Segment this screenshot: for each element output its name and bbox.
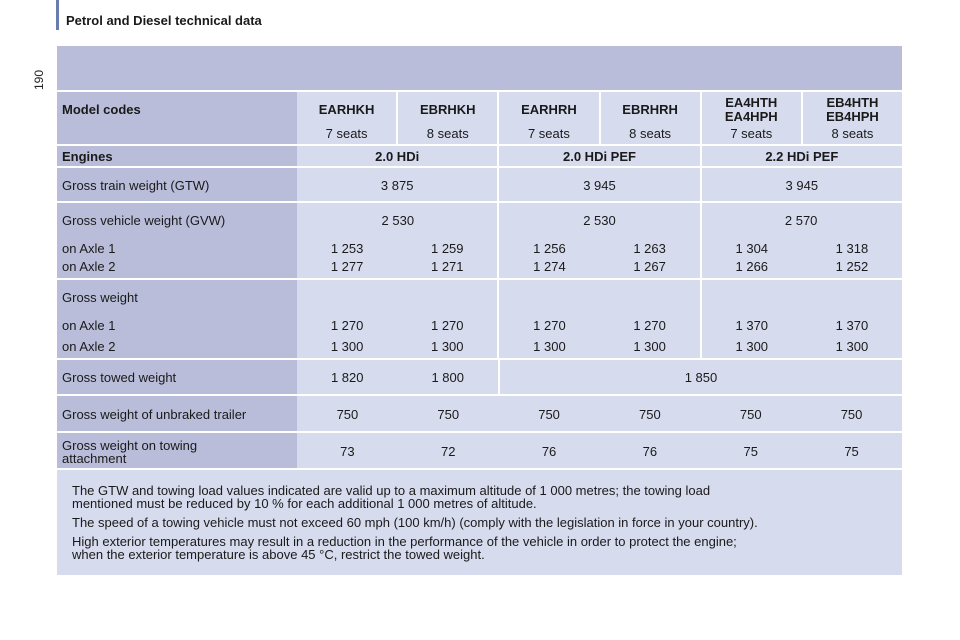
gross-weight-label: Gross weight [62, 290, 138, 305]
axle-col [802, 203, 902, 278]
note-line: The GTW and towing load values indicated are valid up to a maximum altitude of 1 000 metres; the towing load [72, 483, 711, 498]
value-col [297, 396, 398, 431]
value-col [801, 433, 902, 468]
row-label [57, 92, 297, 144]
towed-value: 1 800 [431, 370, 465, 385]
axle-col [497, 280, 599, 358]
model-col [599, 92, 700, 144]
gw-axle2-value: 1 300 [835, 339, 869, 354]
model-code: EBRHKH [419, 102, 476, 117]
axle-col [297, 280, 397, 358]
gtw-value: 3 875 [380, 178, 414, 193]
value-col [700, 168, 902, 201]
model-seats: 8 seats [629, 126, 672, 141]
row-label [57, 146, 297, 166]
gvw-axle2-value: 1 274 [533, 259, 566, 274]
value-col [499, 433, 600, 468]
gvw-value: 2 570 [784, 213, 818, 228]
towing-value: 73 [340, 444, 355, 459]
engine-name: 2.0 HDi PEF [563, 149, 636, 164]
towed-value: 1 820 [330, 370, 364, 385]
towing-value: 76 [642, 444, 658, 459]
towed-weight-label: Gross towed weight [62, 370, 177, 385]
engines-cells [297, 146, 902, 166]
model-seats: 7 seats [527, 126, 570, 141]
model-code: EARHKH [318, 102, 375, 117]
unbraked-value: 750 [336, 407, 359, 422]
gvw-axle1-value: 1 318 [835, 241, 869, 256]
gross-weight-row [57, 278, 902, 358]
model-seats: 7 seats [730, 126, 773, 141]
gvw-axle1-value: 1 259 [430, 241, 464, 256]
unbraked-value: 750 [538, 407, 560, 422]
axle-col [600, 280, 700, 358]
note-paragraph [72, 484, 887, 510]
value-col [599, 396, 700, 431]
axle-col [802, 280, 902, 358]
axle-col [297, 203, 397, 278]
note-line: when the exterior temperature is above 45 °C, restrict the towed weight. [72, 547, 485, 562]
model-code: EA4HTH [725, 95, 778, 110]
model-code: EB4HTH [826, 95, 879, 110]
model-codes-cells [297, 92, 902, 144]
gvw-axle2-label: on Axle 2 [62, 259, 116, 274]
value-col [499, 396, 600, 431]
gvw-axle2-value: 1 271 [430, 259, 464, 274]
page-number: 190 [32, 69, 46, 91]
note-paragraph [72, 516, 887, 529]
axle-col [600, 203, 700, 278]
towing-value: 72 [441, 444, 456, 459]
model-codes-row [57, 90, 902, 144]
gvw-axle1-label: on Axle 1 [62, 241, 116, 256]
gw-axle2-value: 1 300 [735, 339, 769, 354]
gtw-value: 3 945 [785, 178, 819, 193]
value-col [700, 396, 801, 431]
gtw-value: 3 945 [583, 178, 616, 193]
gvw-axle1-value: 1 304 [735, 241, 769, 256]
engine-col [497, 146, 699, 166]
gvw-label: Gross vehicle weight (GVW) [62, 213, 226, 228]
note-line: mentioned must be reduced by 10 % for each additional 1 000 metres of altitude. [72, 496, 537, 511]
towing-attachment-label: attachment [62, 451, 127, 466]
gvw-value: 2 530 [583, 213, 616, 228]
value-col [297, 168, 497, 201]
value-col [498, 360, 902, 394]
axle-col [397, 203, 497, 278]
towing-value: 76 [541, 444, 557, 459]
gw-axle1-value: 1 270 [330, 318, 364, 333]
model-seats: 8 seats [426, 126, 469, 141]
engine-col [297, 146, 497, 166]
gtw-row [57, 166, 902, 201]
axle-col [497, 203, 599, 278]
left-accent-rule [56, 0, 59, 30]
gw-axle1-value: 1 270 [633, 318, 666, 333]
unbraked-trailer-row [57, 394, 902, 431]
gw-axle2-label: on Axle 2 [62, 339, 116, 354]
model-col [497, 92, 598, 144]
unbraked-value: 750 [639, 407, 661, 422]
technical-data-table [57, 46, 902, 575]
gw-axle1-label: on Axle 1 [62, 318, 116, 333]
gvw-axle2-value: 1 267 [633, 259, 666, 274]
value-col [801, 396, 902, 431]
unbraked-value: 750 [739, 407, 762, 422]
towing-value: 75 [743, 444, 758, 459]
model-seats: 8 seats [831, 126, 874, 141]
row-label [57, 360, 297, 394]
row-label [57, 433, 297, 468]
gvw-axle2-value: 1 266 [735, 259, 769, 274]
value-col [398, 396, 499, 431]
gvw-axle1-value: 1 253 [330, 241, 364, 256]
model-codes-label: Model codes [62, 102, 141, 117]
towed-weight-row [57, 358, 902, 394]
towing-value: 75 [844, 444, 859, 459]
axle-col [700, 280, 802, 358]
model-seats: 7 seats [325, 126, 368, 141]
unbraked-label: Gross weight of unbraked trailer [62, 407, 247, 422]
engine-name: 2.2 HDi PEF [765, 149, 839, 164]
engine-col [700, 146, 902, 166]
gvw-axle1-value: 1 263 [633, 241, 666, 256]
towed-weight-cells [297, 360, 902, 394]
unbraked-value: 750 [437, 407, 460, 422]
row-label [57, 168, 297, 201]
value-col [297, 433, 398, 468]
gtw-label: Gross train weight (GTW) [62, 178, 210, 193]
towing-attachment-row [57, 431, 902, 468]
value-col [599, 433, 700, 468]
row-label [57, 203, 297, 278]
gvw-axle2-value: 1 277 [330, 259, 364, 274]
value-col [398, 360, 499, 394]
model-col [396, 92, 497, 144]
engines-row [57, 144, 902, 166]
value-col [497, 168, 699, 201]
row-label [57, 396, 297, 431]
model-code: EB4HPH [826, 109, 879, 124]
gvw-row [57, 201, 902, 278]
page-title: Petrol and Diesel technical data [66, 13, 262, 28]
towing-attachment-label: Gross weight on towing [62, 438, 198, 453]
engine-name: 2.0 HDi [375, 149, 420, 164]
gvw-cells [297, 203, 902, 278]
axle-col [397, 280, 497, 358]
gtw-cells [297, 168, 902, 201]
unbraked-cells [297, 396, 902, 431]
model-col [801, 92, 902, 144]
gw-axle2-value: 1 300 [533, 339, 566, 354]
model-col [297, 92, 396, 144]
gw-axle2-value: 1 300 [330, 339, 364, 354]
note-line: High exterior temperatures may result in a reduction in the performance of the vehicle in order to protect the engine; [72, 534, 737, 549]
model-code: EARHRH [521, 102, 577, 117]
gw-axle2-value: 1 300 [633, 339, 666, 354]
notes-box [57, 468, 902, 575]
gw-axle1-value: 1 370 [735, 318, 769, 333]
towed-value: 1 850 [684, 370, 718, 385]
engines-label: Engines [62, 149, 113, 164]
gvw-axle1-value: 1 256 [533, 241, 566, 256]
note-line: The speed of a towing vehicle must not exceed 60 mph (100 km/h) (comply with the legislation in force in your country). [72, 515, 758, 530]
gw-axle1-value: 1 370 [835, 318, 869, 333]
gw-axle1-value: 1 270 [533, 318, 566, 333]
gvw-value: 2 530 [381, 213, 415, 228]
value-col [398, 433, 499, 468]
axle-col [700, 203, 802, 278]
table-header-band [57, 46, 902, 90]
gvw-axle2-value: 1 252 [835, 259, 869, 274]
row-label [57, 280, 297, 358]
gross-weight-cells [297, 280, 902, 358]
model-code: EA4HPH [724, 109, 778, 124]
towing-attachment-cells [297, 433, 902, 468]
gw-axle1-value: 1 270 [430, 318, 464, 333]
value-col [700, 433, 801, 468]
model-code: EBRHRH [622, 102, 678, 117]
gw-axle2-value: 1 300 [430, 339, 464, 354]
model-col [700, 92, 801, 144]
unbraked-value: 750 [840, 407, 863, 422]
value-col [297, 360, 398, 394]
note-paragraph [72, 535, 887, 561]
